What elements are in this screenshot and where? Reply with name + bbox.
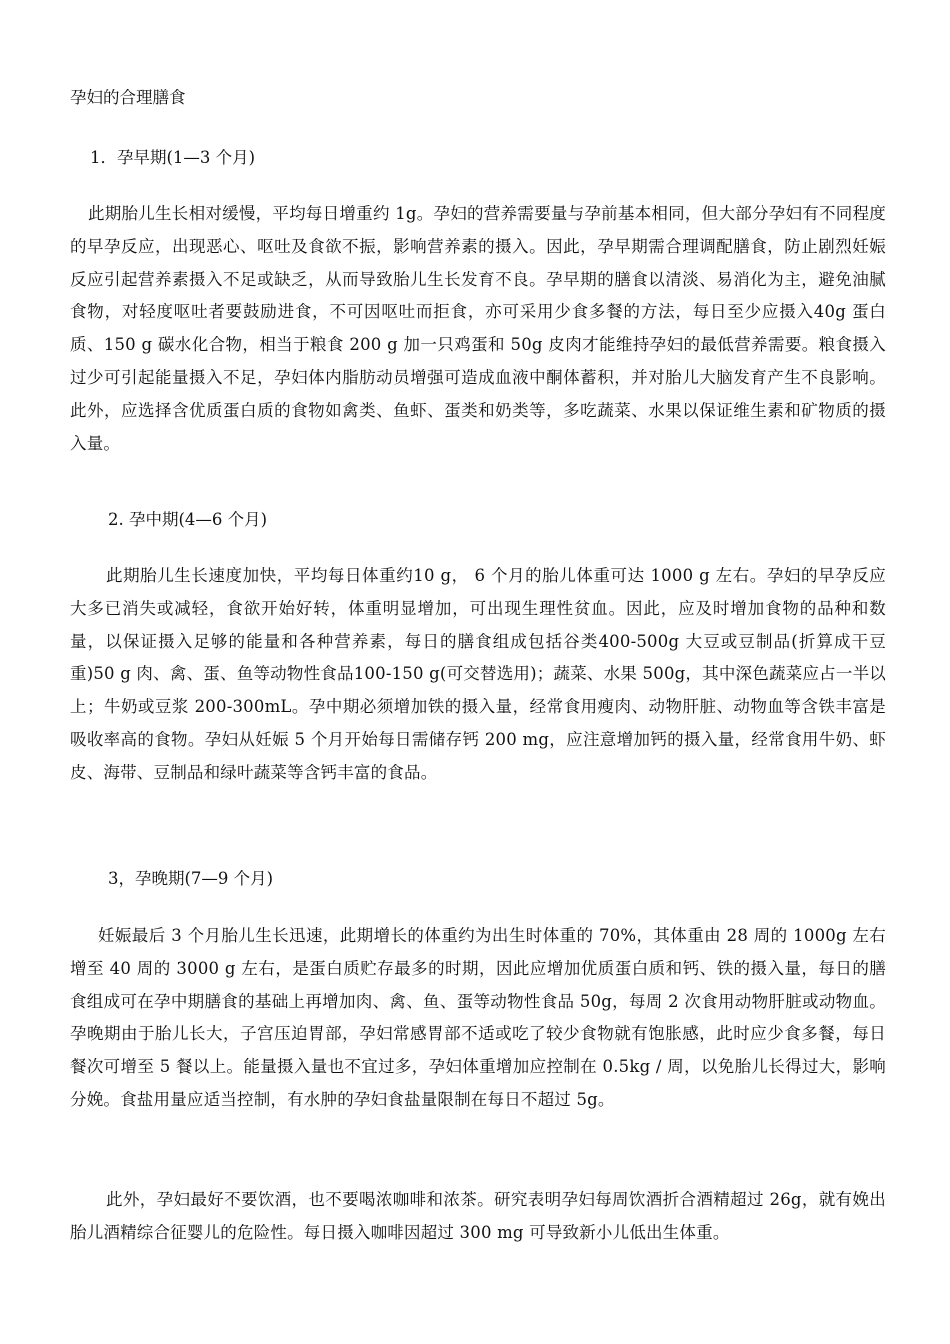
section-body-third-trimester: 妊娠最后 3 个月胎儿生长迅速，此期增长的体重约为出生时体重的 70%，其体重由 28 周的 1000g 左右增至 40 周的 3000 g 左右，是蛋白质贮存最多的时期，因此应增加优质蛋白质和钙、铁的摄入量，每日的膳食组成可在孕中期膳食的基础上再增加肉、禽、鱼、蛋等动物性食品 50g，每周 2 次食用动物肝脏或动物血。孕晚期由于胎儿长大，子宫压迫胃部，孕妇常感胃部不适或吃了较少食物就有饱胀感，此时应少食多餐，每日餐次可增至 5 餐以上。能量摄入量也不宜过多，孕妇体重增加应控制在 0.5kg / 周，以免胎儿长得过大，影响分娩。食盐用量应适当控制，有水肿的孕妇食盐量限制在每日不超过 5g。 [70,926,886,1109]
section-body-second-trimester: 此期胎儿生长速度加快，平均每日体重约10 g， 6 个月的胎儿体重可达 1000 g 左右。孕妇的早孕反应大多已消失或减轻，食欲开始好转，体重明显增加，可出现生理性贫血。因此，应及时增加食物的品种和数量，以保证摄入足够的能量和各种营养素，每日的膳食组成包括谷类400-500g 大豆或豆制品(折算成干豆重)50 g 肉、禽、蛋、鱼等动物性食品100-150 g(可交替选用)；蔬菜、水果 500g，其中深色蔬菜应占一半以上；牛奶或豆浆 200-300mL。孕中期必须增加铁的摄入量，经常食用瘦肉、动物肝脏、动物血等含铁丰富是吸收率高的食物。孕妇从妊娠 5 个月开始每日需储存钙 200 mg，应注意增加钙的摄入量，经常食用牛奶、虾皮、海带、豆制品和绿叶蔬菜等含钙丰富的食品。 [70,566,886,782]
document-title: 孕妇的合理膳食 [70,88,186,107]
section-heading-third-trimester: 3，孕晚期(7—9 个月) [108,869,274,888]
section-body-first-trimester: 此期胎儿生长相对缓慢，平均每日增重约 1g。孕妇的营养需要量与孕前基本相同，但大部分孕妇有不同程度的早孕反应，出现恶心、呕吐及食欲不振，影响营养素的摄入。因此，孕早期需合理调配膳食，防止剧烈妊娠反应引起营养素摄入不足或缺乏，从而导致胎儿生长发育不良。孕早期的膳食以清淡、易消化为主，避免油腻食物，对轻度呕吐者要鼓励进食，不可因呕吐而拒食，亦可采用少食多餐的方法，每日至少应摄入40g 蛋白质、150 g 碳水化合物，相当于粮食 200 g 加一只鸡蛋和 50g 皮肉才能维持孕妇的最低营养需要。粮食摄入过少可引起能量摄入不足，孕妇体内脂肪动员增强可造成血液中酮体蓄积，并对胎儿大脑发育产生不良影响。此外，应选择含优质蛋白质的食物如禽类、鱼虾、蛋类和奶类等，多吃蔬菜、水果以保证维生素和矿物质的摄入量。 [70,204,886,453]
section-heading-second-trimester: 2. 孕中期(4—6 个月) [108,510,268,529]
section-heading-first-trimester: 1．孕早期(1—3 个月) [90,148,256,167]
closing-paragraph: 此外，孕妇最好不要饮酒，也不要喝浓咖啡和浓茶。研究表明孕妇每周饮酒折合酒精超过 26g，就有娩出胎儿酒精综合征婴儿的危险性。每日摄入咖啡因超过 300 mg 可导致新小儿低出生体重。 [70,1190,886,1242]
